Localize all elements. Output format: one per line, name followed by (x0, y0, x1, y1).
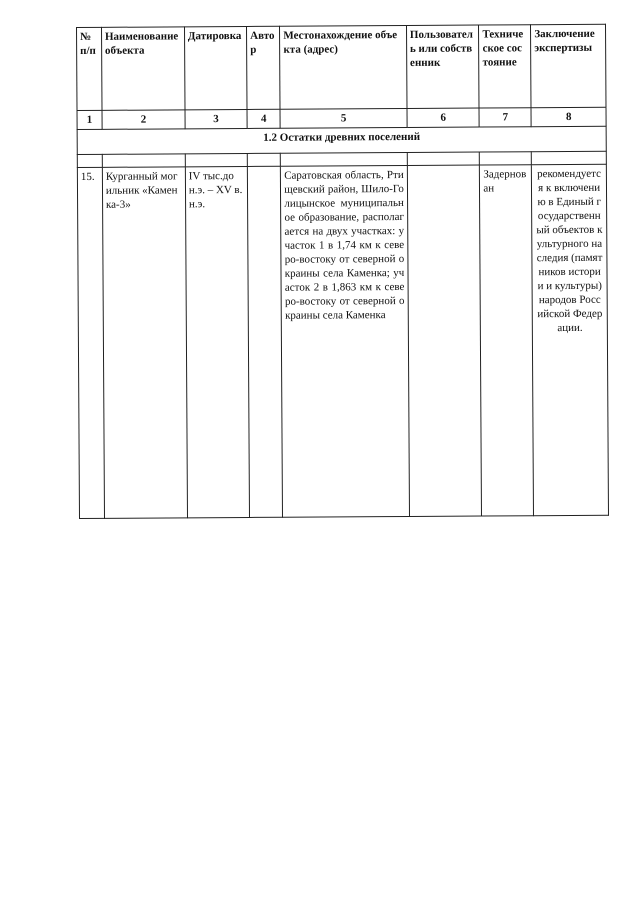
header-condition: Техническое состояние (479, 25, 531, 108)
heritage-registry-table (76, 24, 609, 519)
header-number: № п/п (77, 27, 102, 110)
spacer-cell (480, 152, 532, 165)
column-number: 6 (407, 108, 480, 127)
column-number: 7 (479, 108, 531, 127)
object-name: Курганный могильник «Каменка-3» (102, 167, 187, 519)
spacer-cell (407, 152, 480, 165)
spacer-cell (102, 154, 185, 168)
column-number: 4 (247, 109, 280, 128)
section-row (77, 126, 606, 154)
header-conclusion: Заключение экспертизы (531, 24, 606, 107)
spacer-cell (247, 153, 280, 166)
column-number: 8 (531, 107, 606, 126)
column-number: 5 (280, 108, 407, 128)
object-condition: Задернован (480, 165, 534, 516)
header-date: Датировка (184, 26, 247, 109)
header-owner: Пользователь или собственник (406, 25, 479, 108)
object-owner (407, 165, 482, 516)
spacer-cell (185, 153, 247, 166)
header-author: Автор (247, 26, 281, 109)
object-date: IV тыс.до н.э. – XV в.н.э. (185, 166, 249, 517)
row-number: 15. (77, 167, 104, 518)
column-number: 1 (77, 110, 102, 129)
header-name: Наименование объекта (101, 27, 184, 111)
spacer-cell (281, 152, 408, 166)
object-address: Саратовская область, Ртищевский район, Шило-Голицынское муниципальное образование, располагается на двух участках: участок 1 в 1,74 км к северо-востоку от северной окраины села Каменка; участок 2 в 1,863 км к северо-востоку от северной окраины села Каменка (281, 165, 410, 517)
table-row (77, 164, 608, 518)
section-title: 1.2 Остатки древних поселений (77, 126, 606, 154)
spacer-cell (77, 154, 102, 167)
object-author (247, 166, 282, 517)
spacer-cell (532, 151, 607, 164)
column-number: 2 (102, 110, 185, 130)
column-number: 3 (185, 109, 247, 128)
header-address: Местонахождение объекта (адрес) (280, 25, 407, 109)
header-row (77, 24, 606, 110)
expert-conclusion: рекомендуется к включению в Единый государственный объектов культурного наследия (памятников истории и культуры) народов Российской Федерации. (532, 164, 609, 515)
